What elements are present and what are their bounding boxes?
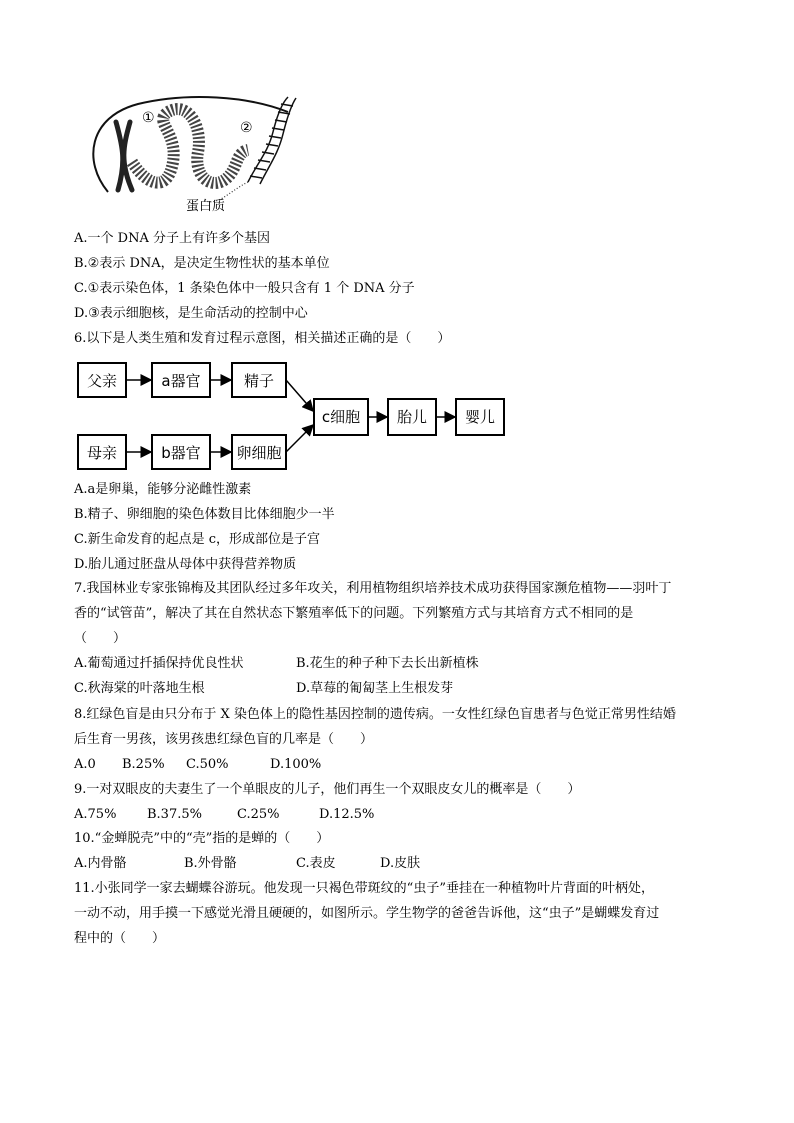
q8-option-c: C.50% <box>186 757 229 772</box>
q6-option-c: C.新生命发育的起点是 c，形成部位是子宫 <box>74 532 321 547</box>
q6-stem: 6.以下是人类生殖和发育过程示意图，相关描述正确的是（ ） <box>74 331 451 346</box>
label-father: 父亲 <box>86 372 118 390</box>
q7-options-row-1 <box>74 655 479 673</box>
q8-option-d: D.100% <box>270 757 322 772</box>
q8-stem-line-1: 8.红绿色盲是由只分布于 X 染色体上的隐性基因控制的遗传病。一女性红绿色盲患者与色觉正常男性结婚 <box>74 707 676 722</box>
q9-option-c: C.25% <box>237 807 280 822</box>
q7-stem-line-1: 7.我国林业专家张锦梅及其团队经过多年攻关，利用植物组织培养技术成功获得国家濒危植物——羽叶丁 <box>74 581 672 596</box>
q7-option-a: A.葡萄通过扦插保持优良性状 <box>74 656 244 671</box>
q7-option-c: C.秋海棠的叶落地生根 <box>74 681 205 696</box>
q10-option-d: D.皮肤 <box>380 856 421 871</box>
q6-option-a: A.a是卵巢，能够分泌雌性激素 <box>74 482 252 497</box>
q5-option-c: C.①表示染色体，1 条染色体中一般只含有 1 个 DNA 分子 <box>74 281 415 296</box>
q9-options <box>74 806 374 824</box>
q9-stem: 9.一对双眼皮的夫妻生了一个单眼皮的儿子，他们再生一个双眼皮女儿的概率是（ ） <box>74 782 581 797</box>
q9-option-a: A.75% <box>74 807 117 822</box>
q7-option-d: D.草莓的匍匐茎上生根发芽 <box>296 681 454 696</box>
q8-stem-line-2: 后生育一男孩，该男孩患红绿色盲的几率是（ ） <box>74 732 374 747</box>
q5-option-a: A.一个 DNA 分子上有许多个基因 <box>74 231 270 246</box>
q8-options <box>74 756 321 774</box>
marker-1: ① <box>142 110 155 126</box>
q7-stem-line-3: （ ） <box>74 631 127 646</box>
q8-option-b: B.25% <box>122 757 165 772</box>
q9-option-b: B.37.5% <box>147 807 202 822</box>
q7-option-b: B.花生的种子种下去长出新植株 <box>296 656 479 671</box>
label-cell-c: c细胞 <box>321 408 361 426</box>
protein-label: 蛋白质 <box>186 199 226 214</box>
q10-stem: 10.“金蝉脱壳”中的“壳”指的是蝉的（ ） <box>74 831 330 846</box>
q9-option-d: D.12.5% <box>319 807 375 822</box>
reproduction-flow-diagram <box>72 355 512 479</box>
label-fetus: 胎儿 <box>396 408 428 426</box>
q10-option-a: A.内骨骼 <box>74 856 127 871</box>
label-egg: 卵细胞 <box>236 444 282 462</box>
q10-option-b: B.外骨骼 <box>184 856 237 871</box>
q5-option-d: D.③表示细胞核，是生命活动的控制中心 <box>74 306 308 321</box>
label-sperm: 精子 <box>243 372 275 390</box>
label-organ-b: b器官 <box>161 444 201 462</box>
q10-option-c: C.表皮 <box>296 856 336 871</box>
q7-stem-line-2: 香的“试管苗”，解决了其在自然状态下繁殖率低下的问题。下列繁殖方式与其培育方式不相同的是 <box>74 606 634 621</box>
label-organ-a: a器官 <box>161 372 201 390</box>
label-infant: 婴儿 <box>464 408 496 426</box>
q11-stem-line-3: 程中的（ ） <box>74 931 166 946</box>
q7-options-row-2 <box>74 680 453 698</box>
marker-2: ② <box>240 120 253 136</box>
label-mother: 母亲 <box>86 444 118 462</box>
q8-option-a: A.0 <box>74 757 96 772</box>
q11-stem-line-1: 11.小张同学一家去蝴蝶谷游玩。他发现一只褐色带斑纹的“虫子”垂挂在一种植物叶片背面的叶柄处， <box>74 881 654 896</box>
chromosome-dna-figure <box>78 92 318 220</box>
q6-option-d: D.胎儿通过胚盘从母体中获得营养物质 <box>74 557 297 572</box>
q11-stem-line-2: 一动不动，用手摸一下感觉光滑且硬硬的，如图所示。学生物学的爸爸告诉他，这“虫子”是蝴蝶发育过 <box>74 906 660 921</box>
q5-option-b: B.②表示 DNA，是决定生物性状的基本单位 <box>74 256 330 271</box>
q6-option-b: B.精子、卵细胞的染色体数目比体细胞少一半 <box>74 507 335 522</box>
q10-options <box>74 855 420 873</box>
